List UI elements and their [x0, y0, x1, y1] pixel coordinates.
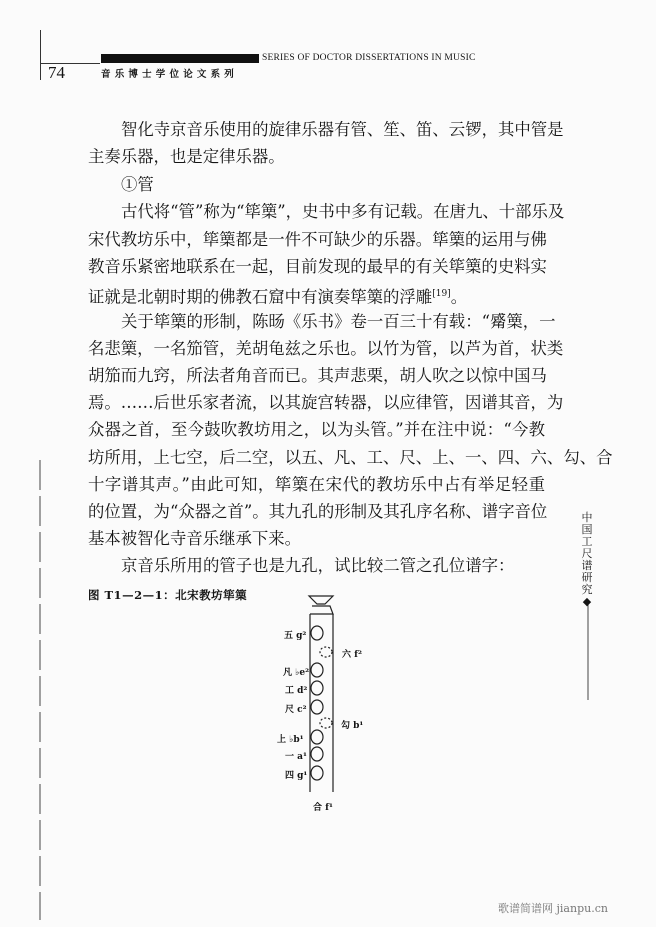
body-text: 。	[450, 287, 468, 307]
body-line: 古代将“管”称为“筚篥”，史书中多有记载。在唐九、十部乐及	[121, 202, 565, 221]
body-text: 证就是北朝时期的佛教石窟中有演奏筚篥的浮雕	[88, 287, 433, 307]
section-heading: ①管	[121, 175, 154, 194]
hole-label: 一 a¹	[285, 752, 307, 762]
hole-label: 勾 b¹	[341, 721, 364, 731]
body-line: 京音乐所用的管子也是九孔，试比较二管之孔位谱字：	[121, 556, 515, 575]
body-line: 宋代教坊乐中，筚篥都是一件不可缺少的乐器。筚篥的运用与佛	[88, 230, 547, 249]
body-line: 基本被智化寺音乐继承下来。	[88, 529, 302, 548]
hole-front	[311, 681, 323, 695]
body-line: 教音乐紧密地联系在一起，目前发现的最早的有关筚篥的史料实	[88, 257, 547, 276]
hole-front	[311, 730, 323, 744]
figure-caption: 图 T1—2—1：北宋教坊筚篥	[88, 588, 248, 602]
body-line: 坊所用，上七空，后二空，以五、凡、工、尺、上、一、四、六、勾、合	[88, 448, 613, 467]
hole-label: 五 g²	[284, 631, 307, 641]
pipe-head	[310, 606, 333, 614]
footnote-ref[interactable]: [19]	[432, 289, 451, 299]
hole-front	[311, 747, 323, 761]
watermark: 歌谱简谱网 jianpu.cn	[498, 902, 608, 915]
side-label: 中国工尺谱研究	[581, 511, 593, 596]
hole-label: 六 f²	[342, 650, 362, 660]
body-line: 关于筚篥的形制，陈旸《乐书》卷一百三十有载：“觱篥，一	[121, 312, 556, 331]
pipe-reed	[309, 596, 333, 604]
body-line: 众器之首，至今鼓吹教坊用之，以为头管。”并在注中说：“今教	[88, 420, 545, 439]
body-line: 智化寺京音乐使用的旋律乐器有管、笙、笛、云锣，其中管是	[121, 120, 564, 139]
hole-back	[320, 718, 332, 728]
body-line: 的位置，为“众器之首”。其九孔的形制及其孔序名称、谱字音位	[88, 502, 548, 521]
body-line: 名悲篥，一名笳管，羌胡龟兹之乐也。以竹为管，以芦为首，状类	[88, 339, 564, 358]
diamond-icon: ◆	[582, 595, 592, 608]
hole-label: 凡 ♭e²	[283, 668, 310, 678]
hole-front	[311, 626, 323, 640]
hole-label: 工 d²	[285, 686, 308, 696]
hole-label: 上 ♭b¹	[277, 735, 304, 745]
hole-label: 四 g¹	[285, 771, 308, 781]
hole-front	[311, 766, 323, 780]
header-series-cn: 音乐博士学位论文系列	[101, 69, 239, 80]
hole-front	[311, 700, 323, 714]
body-line: 胡笳而九窍，所法者角音而已。其声悲栗，胡人吹之以惊中国马	[88, 366, 547, 385]
hole-front	[311, 663, 323, 677]
hole-back	[320, 647, 332, 657]
hole-label: 尺 c²	[285, 705, 307, 715]
page-number: 74	[48, 63, 65, 82]
body-line: 焉。……后世乐家者流，以其旋宫转器，以应律管，因谱其音，为	[88, 393, 564, 412]
header-series-en: SERIES OF DOCTOR DISSERTATIONS IN MUSIC	[262, 53, 476, 63]
side-running-title	[580, 512, 594, 608]
hole-label: 合 f¹	[313, 803, 333, 813]
body-line: 主奏乐器，也是定律乐器。	[88, 147, 285, 166]
body-line: 十字谱其声。”由此可知，筚篥在宋代的教坊乐中占有举足轻重	[88, 475, 545, 494]
